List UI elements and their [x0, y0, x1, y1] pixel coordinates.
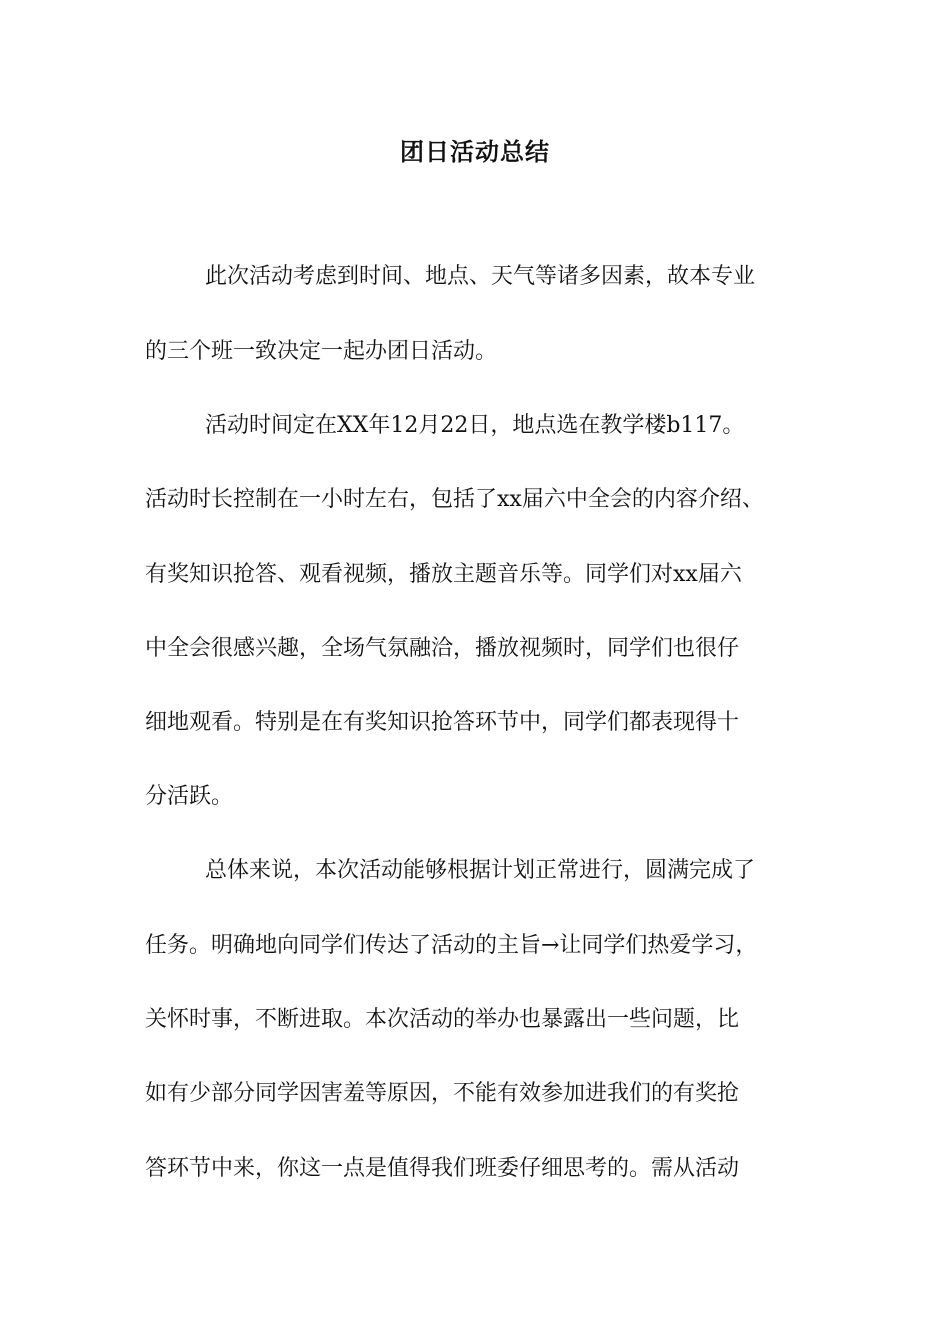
- paragraph-1-line-1: 此次活动考虑到时间、地点、天气等诸多因素，故本专业: [205, 264, 756, 289]
- paragraph-2-line-6: 分活跃。: [145, 784, 234, 809]
- paragraph-2-line-5: 细地观看。特别是在有奖知识抢答环节中，同学们都表现得十: [145, 710, 740, 735]
- paragraph-3-line-4: 如有少部分同学因害羞等原因，不能有效参加进我们的有奖抢: [145, 1081, 740, 1106]
- paragraph-3-line-2: 任务。明确地向同学们传达了活动的主旨→让同学们热爱学习，: [145, 933, 758, 958]
- paragraph-3-line-5: 答环节中来，你这一点是值得我们班委仔细思考的。需从活动: [145, 1156, 740, 1181]
- paragraph-3-line-3: 关怀时事，不断进取。本次活动的举办也暴露出一些问题，比: [145, 1007, 740, 1032]
- paragraph-2-line-4: 中全会很感兴趣，全场气氛融洽，播放视频时，同学们也很仔: [145, 636, 740, 661]
- paragraph-2-line-3: 有奖知识抢答、观看视频，播放主题音乐等。同学们对xx届六: [145, 562, 742, 587]
- paragraph-2-line-1: 活动时间定在XX年12月22日，地点选在教学楼b117。: [205, 413, 745, 438]
- paragraph-1-line-2: 的三个班一致决定一起办团日活动。: [145, 339, 498, 364]
- paragraph-2-line-2: 活动时长控制在一小时左右，包括了xx届六中全会的内容介绍、: [145, 487, 764, 512]
- document-title: 团日活动总结: [400, 137, 550, 166]
- paragraph-3-line-1: 总体来说，本次活动能够根据计划正常进行，圆满完成了: [205, 858, 756, 883]
